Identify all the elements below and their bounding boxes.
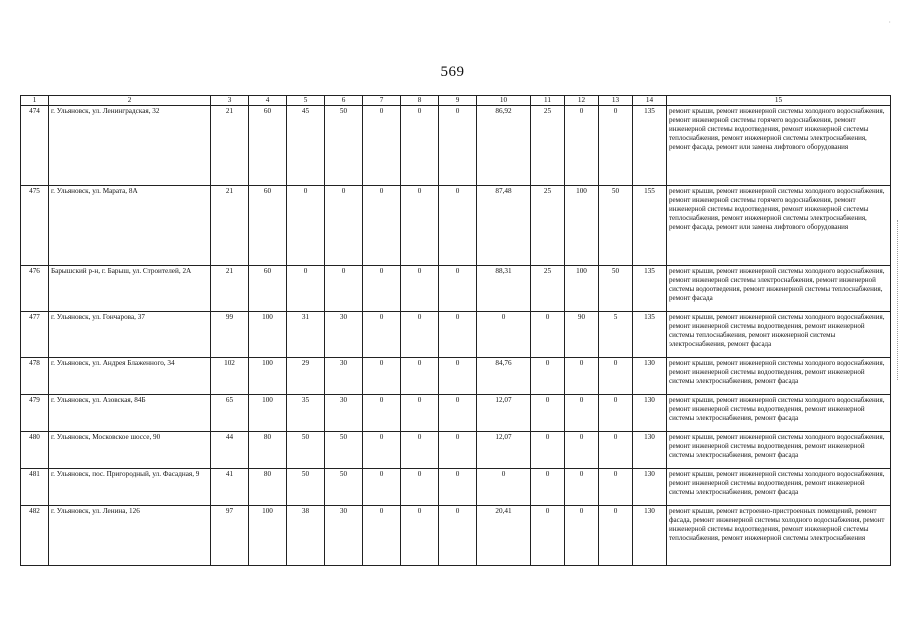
value-cell: 50 — [325, 106, 363, 186]
table-row — [21, 312, 891, 358]
value-cell: 135 — [633, 266, 667, 312]
value-cell: 35 — [287, 395, 325, 432]
table-row — [21, 395, 891, 432]
column-header: 8 — [401, 96, 439, 106]
value-cell: 21 — [211, 106, 249, 186]
scan-mark: · — [888, 18, 891, 27]
row-number: 478 — [21, 358, 49, 395]
value-cell: 130 — [633, 432, 667, 469]
value-cell: 0 — [363, 106, 401, 186]
value-cell: 0 — [363, 266, 401, 312]
value-cell: 12,07 — [477, 432, 531, 469]
column-header: 11 — [531, 96, 565, 106]
header-row — [21, 96, 891, 106]
value-cell: 0 — [287, 266, 325, 312]
table-row — [21, 266, 891, 312]
value-cell: 25 — [531, 266, 565, 312]
value-cell: 60 — [249, 106, 287, 186]
works-cell: ремонт крыши, ремонт инженерной системы холодного водоснабжения, ремонт инженерной системы горячего водоснабжения, ремонт инженерной системы водоотведения, ремонт инженерной системы теплоснабжения, ремонт инженерной системы электроснабжения, ремонт фасада, ремонт или замена лифтового оборудования — [667, 186, 891, 266]
registry-table — [20, 95, 891, 566]
scan-edge-mark — [897, 220, 899, 380]
value-cell: 0 — [363, 395, 401, 432]
value-cell: 45 — [287, 106, 325, 186]
value-cell: 0 — [565, 395, 599, 432]
value-cell: 130 — [633, 358, 667, 395]
value-cell: 87,48 — [477, 186, 531, 266]
value-cell: 99 — [211, 312, 249, 358]
value-cell: 12,07 — [477, 395, 531, 432]
value-cell: 100 — [249, 395, 287, 432]
value-cell: 0 — [477, 469, 531, 506]
value-cell: 0 — [439, 106, 477, 186]
value-cell: 29 — [287, 358, 325, 395]
value-cell: 88,31 — [477, 266, 531, 312]
value-cell: 0 — [401, 469, 439, 506]
value-cell: 0 — [363, 506, 401, 566]
value-cell: 0 — [439, 469, 477, 506]
value-cell: 0 — [401, 432, 439, 469]
address-cell: г. Ульяновск, ул. Андрея Блаженного, 34 — [49, 358, 211, 395]
value-cell: 0 — [565, 106, 599, 186]
value-cell: 0 — [401, 395, 439, 432]
works-cell: ремонт крыши, ремонт инженерной системы холодного водоснабжения, ремонт инженерной системы водоотведения, ремонт инженерной системы электроснабжения, ремонт фасада — [667, 358, 891, 395]
value-cell: 0 — [565, 469, 599, 506]
works-cell: ремонт крыши, ремонт инженерной системы холодного водоснабжения, ремонт инженерной системы водоотведения, ремонт инженерной системы электроснабжения, ремонт фасада — [667, 469, 891, 506]
column-header: 7 — [363, 96, 401, 106]
table-row — [21, 186, 891, 266]
value-cell: 80 — [249, 469, 287, 506]
address-cell: Барышский р-н, г. Барыш, ул. Строителей, 2А — [49, 266, 211, 312]
value-cell: 0 — [363, 469, 401, 506]
row-number: 480 — [21, 432, 49, 469]
value-cell: 0 — [401, 186, 439, 266]
value-cell: 0 — [363, 186, 401, 266]
value-cell: 100 — [565, 266, 599, 312]
column-header: 13 — [599, 96, 633, 106]
value-cell: 84,76 — [477, 358, 531, 395]
value-cell: 20,41 — [477, 506, 531, 566]
value-cell: 0 — [287, 186, 325, 266]
value-cell: 130 — [633, 506, 667, 566]
row-number: 476 — [21, 266, 49, 312]
value-cell: 50 — [325, 432, 363, 469]
column-header: 12 — [565, 96, 599, 106]
column-header: 14 — [633, 96, 667, 106]
value-cell: 0 — [565, 506, 599, 566]
value-cell: 25 — [531, 186, 565, 266]
value-cell: 0 — [599, 432, 633, 469]
value-cell: 100 — [565, 186, 599, 266]
value-cell: 30 — [325, 312, 363, 358]
column-header: 6 — [325, 96, 363, 106]
value-cell: 0 — [439, 506, 477, 566]
address-cell: г. Ульяновск, Московское шоссе, 90 — [49, 432, 211, 469]
value-cell: 0 — [599, 469, 633, 506]
column-header: 4 — [249, 96, 287, 106]
value-cell: 60 — [249, 186, 287, 266]
works-cell: ремонт крыши, ремонт инженерной системы холодного водоснабжения, ремонт инженерной системы электроснабжения, ремонт инженерной системы водоотведения, ремонт инженерной системы теплоснабжения, ремонт фасада — [667, 266, 891, 312]
works-cell: ремонт крыши, ремонт инженерной системы холодного водоснабжения, ремонт инженерной системы водоотведения, ремонт инженерной системы электроснабжения, ремонт фасада — [667, 395, 891, 432]
value-cell: 21 — [211, 266, 249, 312]
table-row — [21, 358, 891, 395]
value-cell: 0 — [599, 358, 633, 395]
value-cell: 0 — [363, 312, 401, 358]
column-header: 9 — [439, 96, 477, 106]
value-cell: 0 — [401, 506, 439, 566]
works-cell: ремонт крыши, ремонт встроенно-пристроенных помещений, ремонт фасада, ремонт инженерной системы холодного водоснабжения, ремонт инженерной системы водоотведения, ремонт инженерной системы теплоснабжения, ремонт инженерной системы электроснабжения — [667, 506, 891, 566]
column-header: 1 — [21, 96, 49, 106]
row-number: 475 — [21, 186, 49, 266]
value-cell: 0 — [439, 312, 477, 358]
row-number: 477 — [21, 312, 49, 358]
value-cell: 0 — [401, 106, 439, 186]
column-header: 15 — [667, 96, 891, 106]
value-cell: 0 — [401, 312, 439, 358]
table-row — [21, 432, 891, 469]
value-cell: 60 — [249, 266, 287, 312]
value-cell: 0 — [439, 358, 477, 395]
row-number: 481 — [21, 469, 49, 506]
value-cell: 135 — [633, 312, 667, 358]
value-cell: 30 — [325, 395, 363, 432]
value-cell: 21 — [211, 186, 249, 266]
value-cell: 0 — [439, 432, 477, 469]
value-cell: 41 — [211, 469, 249, 506]
value-cell: 100 — [249, 358, 287, 395]
value-cell: 80 — [249, 432, 287, 469]
works-cell: ремонт крыши, ремонт инженерной системы холодного водоснабжения, ремонт инженерной системы водоотведения, ремонт инженерной системы теплоснабжения, ремонт инженерной системы электроснабжения, ремонт фасада — [667, 312, 891, 358]
value-cell: 0 — [531, 432, 565, 469]
value-cell: 31 — [287, 312, 325, 358]
value-cell: 0 — [477, 312, 531, 358]
row-number: 479 — [21, 395, 49, 432]
value-cell: 130 — [633, 469, 667, 506]
works-cell: ремонт крыши, ремонт инженерной системы холодного водоснабжения, ремонт инженерной системы горячего водоснабжения, ремонт инженерной системы водоотведения, ремонт инженерной системы теплоснабжения, ремонт инженерной системы электроснабжения, ремонт фасада, ремонт или замена лифтового оборудования — [667, 106, 891, 186]
value-cell: 100 — [249, 506, 287, 566]
value-cell: 0 — [565, 432, 599, 469]
value-cell: 100 — [249, 312, 287, 358]
value-cell: 0 — [599, 395, 633, 432]
value-cell: 50 — [599, 186, 633, 266]
value-cell: 135 — [633, 106, 667, 186]
value-cell: 0 — [439, 266, 477, 312]
address-cell: г. Ульяновск, ул. Марата, 8А — [49, 186, 211, 266]
value-cell: 0 — [531, 358, 565, 395]
address-cell: г. Ульяновск, ул. Ленинградская, 32 — [49, 106, 211, 186]
value-cell: 0 — [531, 469, 565, 506]
value-cell: 155 — [633, 186, 667, 266]
address-cell: г. Ульяновск, ул. Гончарова, 37 — [49, 312, 211, 358]
value-cell: 0 — [325, 186, 363, 266]
column-header: 2 — [49, 96, 211, 106]
value-cell: 44 — [211, 432, 249, 469]
value-cell: 0 — [325, 266, 363, 312]
value-cell: 0 — [401, 358, 439, 395]
value-cell: 90 — [565, 312, 599, 358]
value-cell: 5 — [599, 312, 633, 358]
column-header: 3 — [211, 96, 249, 106]
value-cell: 86,92 — [477, 106, 531, 186]
value-cell: 0 — [531, 395, 565, 432]
value-cell: 130 — [633, 395, 667, 432]
row-number: 474 — [21, 106, 49, 186]
address-cell: г. Ульяновск, ул. Азовская, 84Б — [49, 395, 211, 432]
value-cell: 50 — [287, 432, 325, 469]
value-cell: 50 — [325, 469, 363, 506]
address-cell: г. Ульяновск, ул. Ленина, 126 — [49, 506, 211, 566]
value-cell: 30 — [325, 358, 363, 395]
table-row — [21, 106, 891, 186]
row-number: 482 — [21, 506, 49, 566]
table-row — [21, 469, 891, 506]
value-cell: 65 — [211, 395, 249, 432]
value-cell: 0 — [363, 432, 401, 469]
table-row — [21, 506, 891, 566]
value-cell: 30 — [325, 506, 363, 566]
value-cell: 0 — [439, 186, 477, 266]
value-cell: 0 — [599, 506, 633, 566]
value-cell: 0 — [531, 312, 565, 358]
value-cell: 50 — [599, 266, 633, 312]
value-cell: 25 — [531, 106, 565, 186]
value-cell: 50 — [287, 469, 325, 506]
value-cell: 0 — [363, 358, 401, 395]
address-cell: г. Ульяновск, пос. Пригородный, ул. Фасадная, 9 — [49, 469, 211, 506]
value-cell: 0 — [599, 106, 633, 186]
value-cell: 0 — [565, 358, 599, 395]
value-cell: 102 — [211, 358, 249, 395]
value-cell: 0 — [531, 506, 565, 566]
column-header: 10 — [477, 96, 531, 106]
page-number: 569 — [440, 64, 465, 80]
value-cell: 97 — [211, 506, 249, 566]
column-header: 5 — [287, 96, 325, 106]
value-cell: 38 — [287, 506, 325, 566]
works-cell: ремонт крыши, ремонт инженерной системы холодного водоснабжения, ремонт инженерной системы водоотведения, ремонт инженерной системы электроснабжения, ремонт фасада — [667, 432, 891, 469]
value-cell: 0 — [401, 266, 439, 312]
value-cell: 0 — [439, 395, 477, 432]
